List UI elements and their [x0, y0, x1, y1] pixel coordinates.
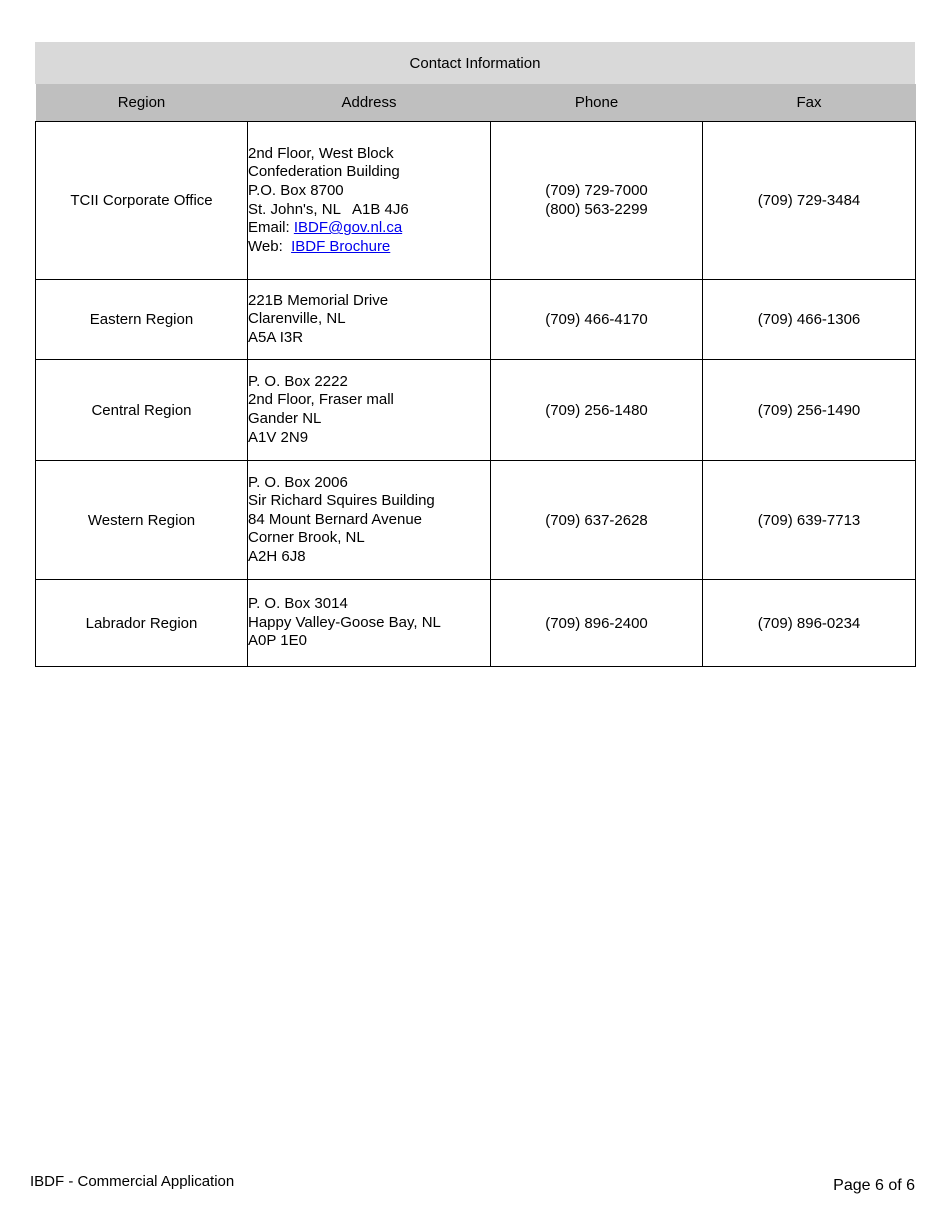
- address-cell: [248, 580, 491, 667]
- fax-cell: (709) 896-0234: [703, 580, 916, 667]
- web-label: Web:: [248, 237, 292, 255]
- address-line: A1V 2N9: [248, 428, 309, 446]
- region-cell: TCII Corporate Office: [36, 122, 248, 280]
- brochure-link[interactable]: IBDF Brochure: [291, 237, 391, 255]
- table-row: [36, 461, 916, 580]
- header-region: Region: [36, 84, 248, 122]
- email-link[interactable]: IBDF@gov.nl.ca: [293, 219, 403, 237]
- phone-cell: (709) 896-2400: [491, 580, 703, 667]
- region-cell: Western Region: [36, 461, 248, 580]
- address-cell: [248, 461, 491, 580]
- phone-cell: (709) 466-4170: [491, 280, 703, 360]
- header-address: Address: [248, 84, 491, 122]
- table-title: Contact Information: [35, 42, 915, 84]
- phone-number: (709) 729-7000: [545, 181, 648, 199]
- address-cell: [248, 280, 491, 360]
- region-cell: Central Region: [36, 360, 248, 461]
- address-line: 2nd Floor, West Block: [248, 144, 394, 162]
- region-cell: Eastern Region: [36, 280, 248, 360]
- table-row: [36, 360, 916, 461]
- fax-cell: (709) 466-1306: [703, 280, 916, 360]
- phone-cell: [491, 122, 703, 280]
- address-line: A5A I3R: [248, 328, 304, 346]
- fax-cell: (709) 729-3484: [703, 122, 916, 280]
- address-line: Confederation Building: [248, 163, 400, 181]
- address-line: Corner Brook, NL: [248, 529, 365, 547]
- address-line: A2H 6J8: [248, 547, 306, 565]
- region-cell: Labrador Region: [36, 580, 248, 667]
- fax-cell: (709) 256-1490: [703, 360, 916, 461]
- address-line: Happy Valley-Goose Bay, NL: [248, 613, 441, 631]
- address-line: 221B Memorial Drive: [248, 291, 389, 309]
- address-line: St. John's, NL A1B 4J6: [248, 200, 409, 218]
- table-row: [36, 580, 916, 667]
- address-line: A0P 1E0: [248, 632, 307, 650]
- header-fax: Fax: [703, 84, 916, 122]
- address-line: P.O. Box 8700: [248, 181, 344, 199]
- phone-cell: (709) 256-1480: [491, 360, 703, 461]
- email-label: Email:: [248, 219, 294, 237]
- address-line: 2nd Floor, Fraser mall: [248, 391, 394, 409]
- phone-cell: (709) 637-2628: [491, 461, 703, 580]
- address-cell: [248, 360, 491, 461]
- footer-document-title: IBDF - Commercial Application: [30, 1173, 235, 1190]
- header-row: [36, 84, 916, 122]
- address-line: P. O. Box 2222: [248, 372, 348, 390]
- footer-page-number: Page 6 of 6: [833, 1177, 915, 1194]
- address-cell: [248, 122, 491, 280]
- fax-cell: (709) 639-7713: [703, 461, 916, 580]
- table-row: [36, 280, 916, 360]
- header-phone: Phone: [491, 84, 703, 122]
- web-line: [248, 238, 490, 257]
- phone-number: (800) 563-2299: [545, 200, 648, 218]
- address-line: P. O. Box 2006: [248, 473, 348, 491]
- email-line: [248, 219, 490, 238]
- address-line: Sir Richard Squires Building: [248, 492, 435, 510]
- address-line: P. O. Box 3014: [248, 595, 348, 613]
- table-row: [36, 122, 916, 280]
- address-line: 84 Mount Bernard Avenue: [248, 510, 423, 528]
- address-line: Clarenville, NL: [248, 310, 346, 328]
- contact-table: [35, 84, 916, 667]
- address-line: Gander NL: [248, 410, 322, 427]
